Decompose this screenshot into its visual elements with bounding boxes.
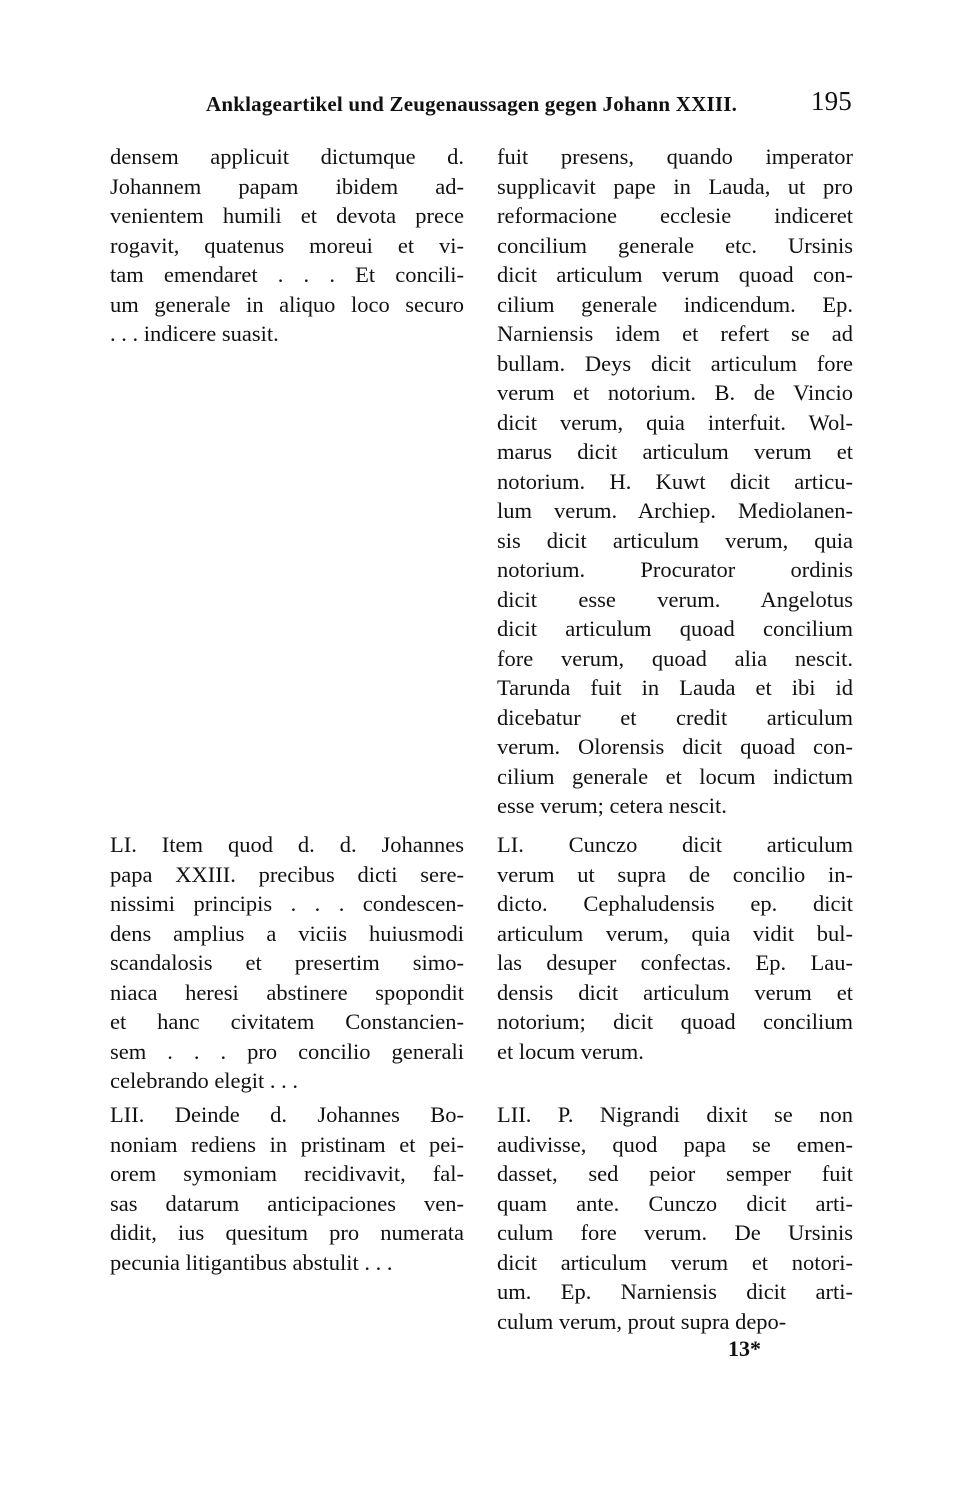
text-line: tam emendaret . . . Et concili-	[110, 262, 464, 287]
text-line: audivisse, quod papa se emen-	[497, 1131, 853, 1157]
text-line: scandalosis et presertim simo-	[110, 950, 464, 975]
text-line: verum ut supra de concilio in-	[497, 861, 853, 887]
text-line: celebrando elegit . . .	[110, 1068, 299, 1093]
text-line: nissimi principis . . . condescen-	[110, 891, 464, 916]
left-block-3	[110, 1100, 464, 1277]
text-line: noniam rediens in pristinam et pei-	[110, 1131, 464, 1157]
text-line: um generale in aliquo loco securo	[110, 291, 464, 317]
text-line: LII. P. Nigrandi dixit se non	[497, 1102, 853, 1127]
text-line: sem . . . pro concilio generali	[110, 1038, 464, 1064]
right-block-1	[497, 142, 853, 821]
text-line: dicit esse verum. Angelotus	[497, 586, 853, 612]
text-line: cilium generale et locum indictum	[497, 763, 853, 789]
text-line: um. Ep. Narniensis dicit arti-	[497, 1279, 853, 1304]
text-line: dens amplius a viciis huiusmodi	[110, 920, 464, 946]
text-line: culum fore verum. De Ursinis	[497, 1220, 853, 1245]
page-number: 195	[810, 86, 852, 116]
text-line: lum verum. Archiep. Mediolanen-	[497, 498, 853, 523]
text-line: supplicavit pape in Lauda, ut pro	[497, 173, 853, 199]
text-line: Johannem papam ibidem ad-	[110, 173, 464, 199]
left-block-2	[110, 830, 464, 1096]
signature-mark: 13*	[728, 1336, 761, 1361]
text-line: dicit articulum verum quoad con-	[497, 262, 853, 287]
text-line: Narniensis idem et refert se ad	[497, 321, 853, 346]
text-line: fore verum, quoad alia nescit.	[497, 645, 853, 671]
text-line: papa XXIII. precibus dicti sere-	[110, 861, 464, 887]
right-block-2	[497, 830, 853, 1066]
text-line: verum. Olorensis dicit quoad con-	[497, 734, 853, 759]
text-line: LII. Deinde d. Johannes Bo-	[110, 1102, 464, 1127]
text-line: pecunia litigantibus abstulit . . .	[110, 1249, 393, 1275]
text-line: sas datarum anticipaciones ven-	[110, 1190, 464, 1216]
right-block-3	[497, 1100, 853, 1336]
text-line: sis dicit articulum verum, quia	[497, 527, 853, 553]
text-line: LI. Cunczo dicit articulum	[497, 832, 853, 857]
text-line: dicto. Cephaludensis ep. dicit	[497, 891, 853, 916]
text-line: venientem humili et devota prece	[110, 203, 464, 228]
text-line: reformacione ecclesie indiceret	[497, 203, 853, 228]
running-title: Anklageartikel und Zeugenaussagen gegen Johann XXIII.	[206, 92, 738, 116]
text-line: marus dicit articulum verum et	[497, 439, 853, 464]
text-line: orem symoniam recidivavit, fal-	[110, 1161, 464, 1186]
text-line: rogavit, quatenus moreui et vi-	[110, 232, 464, 258]
text-line: niaca heresi abstinere spopondit	[110, 979, 464, 1005]
text-line: dasset, sed peior semper fuit	[497, 1161, 853, 1186]
text-line: dicit articulum quoad concilium	[497, 616, 853, 641]
text-line: bullam. Deys dicit articulum fore	[497, 350, 853, 376]
text-line: las desuper confectas. Ep. Lau-	[497, 950, 853, 975]
text-line: quam ante. Cunczo dicit arti-	[497, 1190, 853, 1216]
text-line: LI. Item quod d. d. Johannes	[110, 832, 464, 857]
text-line: cilium generale indicendum. Ep.	[497, 291, 853, 317]
text-line: articulum verum, quia vidit bul-	[497, 920, 853, 946]
text-line: dicit verum, quia interfuit. Wol-	[497, 409, 853, 435]
text-line: fuit presens, quando imperator	[497, 144, 853, 169]
text-line: verum et notorium. B. de Vincio	[497, 380, 853, 405]
text-line: . . . indicere suasit.	[110, 321, 279, 346]
text-line: dicit articulum verum et notori-	[497, 1249, 853, 1275]
text-line: dicebatur et credit articulum	[497, 704, 853, 730]
text-line: culum verum, prout supra depo-	[497, 1308, 787, 1334]
text-line: concilium generale etc. Ursinis	[497, 232, 853, 258]
left-block-1	[110, 142, 464, 349]
text-line: notorium; dicit quoad concilium	[497, 1009, 853, 1034]
text-line: densem applicuit dictumque d.	[110, 144, 464, 169]
text-line: didit, ius quesitum pro numerata	[110, 1220, 464, 1245]
text-line: Tarunda fuit in Lauda et ibi id	[497, 675, 853, 700]
text-line: notorium. H. Kuwt dicit articu-	[497, 468, 853, 494]
text-line: et hanc civitatem Constancien-	[110, 1009, 464, 1034]
text-line: esse verum; cetera nescit.	[497, 793, 727, 818]
text-line: notorium. Procurator ordinis	[497, 557, 853, 582]
text-line: densis dicit articulum verum et	[497, 979, 853, 1005]
text-line: et locum verum.	[497, 1038, 644, 1064]
